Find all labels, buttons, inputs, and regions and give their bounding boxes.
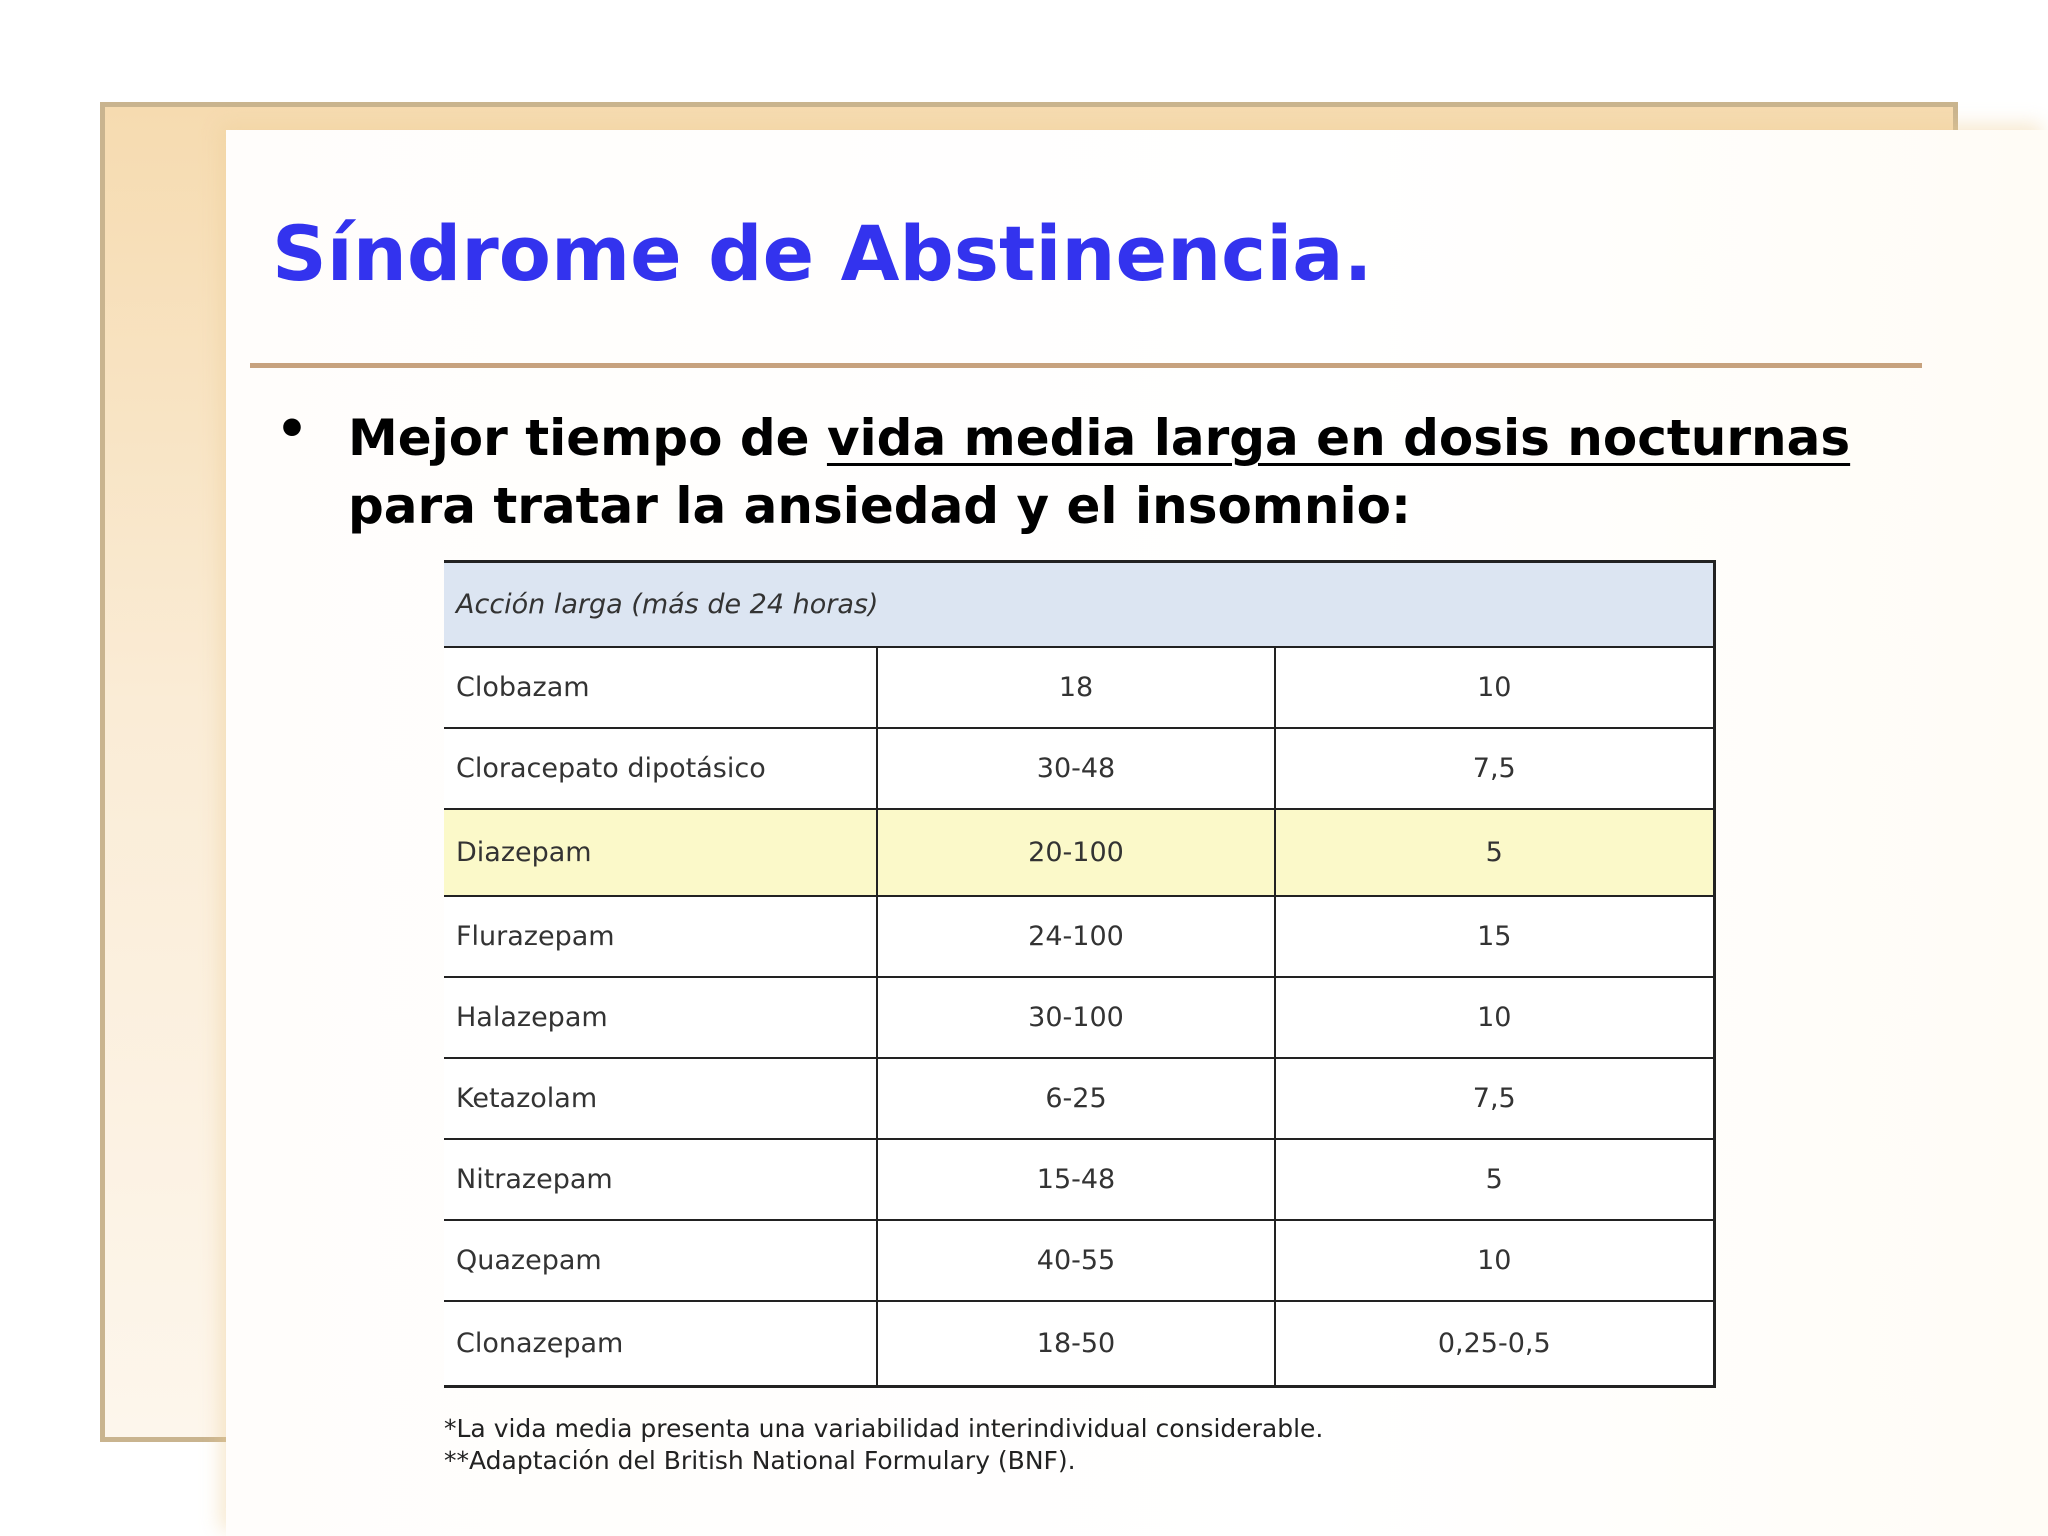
dose-cell: 10 [1275,647,1714,728]
table-row [444,896,1714,977]
table-row [444,1058,1714,1139]
half-life-cell: 6-25 [877,1058,1275,1139]
bullet-text-tail: para tratar la ansiedad y el insomnio: [348,477,1411,535]
bullet-marker: • [276,400,308,458]
half-life-cell: 15-48 [877,1139,1275,1220]
table-header-row [444,562,1714,647]
table-row [444,1139,1714,1220]
half-life-cell: 30-100 [877,977,1275,1058]
table-body [444,647,1714,1387]
table-header: Acción larga (más de 24 horas) [444,562,1714,647]
dose-cell: 15 [1275,896,1714,977]
dose-cell: 0,25-0,5 [1275,1301,1714,1387]
bullet-text [348,404,1928,540]
half-life-cell: 40-55 [877,1220,1275,1301]
table-row [444,1220,1714,1301]
drug-name-cell: Flurazepam [444,896,877,977]
footnotes [444,1413,1323,1477]
half-life-cell: 30-48 [877,728,1275,809]
footnote-half-life: *La vida media presenta una variabilidad interindividual considerable. [444,1414,1324,1443]
drug-name-cell: Quazepam [444,1220,877,1301]
slide-title: Síndrome de Abstinencia. [272,209,1373,298]
benzodiazepine-table [444,560,1716,1388]
table-row [444,809,1714,896]
drug-name-cell: Clobazam [444,647,877,728]
table-row [444,728,1714,809]
drug-name-cell: Diazepam [444,809,877,896]
dose-cell: 5 [1275,1139,1714,1220]
half-life-cell: 24-100 [877,896,1275,977]
half-life-cell: 20-100 [877,809,1275,896]
half-life-cell: 18 [877,647,1275,728]
drug-name-cell: Ketazolam [444,1058,877,1139]
half-life-cell: 18-50 [877,1301,1275,1387]
footnote-source: **Adaptación del British National Formulary (BNF). [444,1446,1076,1475]
benzodiazepine-table-container [444,560,1714,1388]
title-divider [250,363,1922,368]
dose-cell: 7,5 [1275,728,1714,809]
table-row [444,977,1714,1058]
dose-cell: 5 [1275,809,1714,896]
drug-name-cell: Cloracepato dipotásico [444,728,877,809]
drug-name-cell: Clonazepam [444,1301,877,1387]
table-row [444,647,1714,728]
bullet-text-lead: Mejor tiempo de [348,409,827,467]
dose-cell: 10 [1275,1220,1714,1301]
dose-cell: 7,5 [1275,1058,1714,1139]
bullet-text-underlined: vida media larga en dosis nocturnas [826,409,1851,467]
drug-name-cell: Halazepam [444,977,877,1058]
dose-cell: 10 [1275,977,1714,1058]
table-row [444,1301,1714,1387]
drug-name-cell: Nitrazepam [444,1139,877,1220]
